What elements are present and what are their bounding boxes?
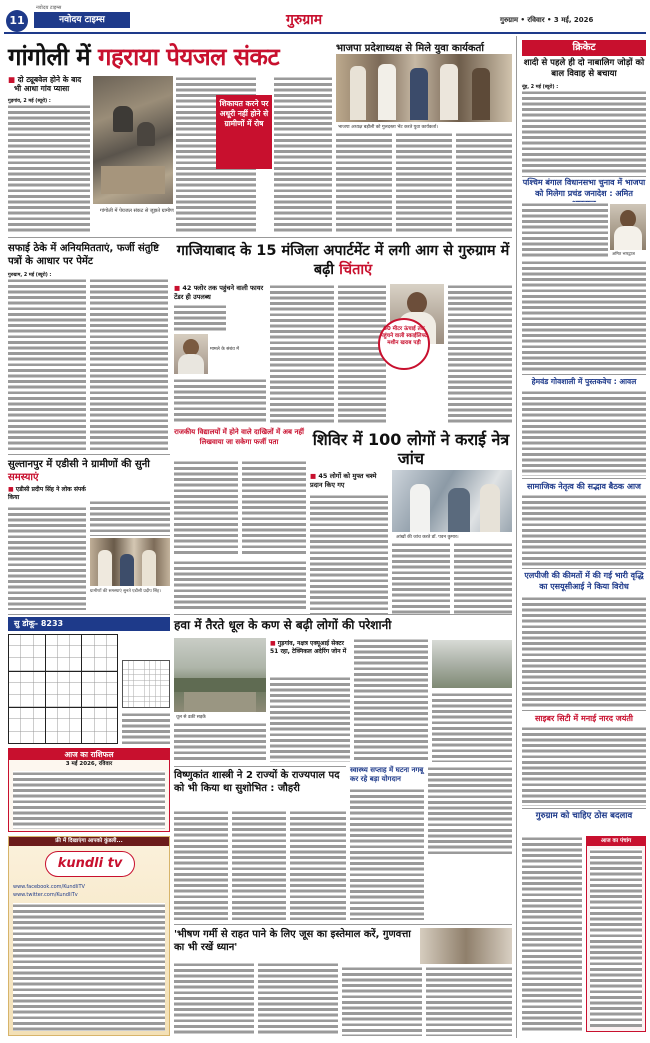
sudoku-grid — [8, 634, 118, 744]
panchayat-body2 — [522, 260, 646, 372]
ghaziabad-headline-black: गाजियाबाद के 15 मंजिला अपार्टमेंट में लगी आग से गुरुग्राम में बढ़ी — [176, 243, 510, 278]
safai-city: गुरुग्राम, 2 मई (ब्यूरो) : — [8, 273, 52, 278]
dust-caption: धूल से ढकी सड़कें — [176, 715, 206, 720]
saiber-body — [522, 726, 646, 806]
vishnukant-col1 — [174, 810, 228, 920]
ghaziabad-caption-1: मामले के संबंध में — [210, 347, 240, 352]
dust-col3 — [354, 638, 428, 762]
society-headline: सामाजिक नेतृत्व की सद्भाव बैठक आज — [527, 482, 641, 491]
eye-camp-col2 — [392, 542, 450, 614]
kundli-link-facebook[interactable]: www.facebook.com/KundliTV — [13, 884, 85, 890]
saiber-headline: साइबर सिटी में मनाई नारद जयंती — [534, 714, 633, 723]
divider-safai — [8, 237, 512, 238]
column-divider — [516, 36, 517, 1038]
dust-col1 — [174, 722, 266, 762]
sudoku-header — [8, 617, 170, 631]
dust-sub: ■ गुड़गांव, नक्षत्र एक्यूआई सेक्टर 51 रहा, टेक्निकल अदेरिंग जोन में — [270, 640, 347, 655]
lead-city: गुड़गांव, 2 मई (ब्यूरो) : — [8, 99, 51, 104]
lead-bullets: ■ दो ट्यूबवेल होने के बाद भी आधा गांव प्यासा — [8, 76, 88, 93]
swachh-col2 — [428, 766, 512, 856]
ghaziabad-col2 — [270, 284, 334, 424]
page-number-badge: 11 — [6, 10, 28, 32]
panchang-title: आज का पंचांग — [587, 837, 645, 846]
sultanpur-sub-text: एडीसी प्रदीप सिंह ने लोक संपर्क किया — [8, 486, 86, 501]
lead-bullet-1: दो ट्यूबवेल होने के बाद — [17, 75, 82, 84]
rashi-box — [8, 748, 170, 832]
dust-sub-text: गुड़गांव, नक्षत्र एक्यूआई सेक्टर 51 रहा, टेक्निकल अदेरिंग जोन में — [270, 640, 347, 655]
dust-col4 — [432, 692, 512, 762]
sultanpur-headline-red: समस्याएं — [8, 472, 39, 483]
eye-camp-caption: आंखों की जांच करते डॉ. पवन कुमार। — [396, 535, 459, 540]
eye-camp-headline: शिविर में 100 लोगों ने कराई नेत्र जांच — [312, 430, 510, 468]
right-divider-6 — [522, 808, 646, 809]
gaya-headline: हेमवंड गोवशाली में पुस्तकवेच : आवल — [531, 377, 637, 386]
paper-name: नवोदय टाइम्स — [34, 12, 130, 28]
divider-vishnukant — [174, 766, 346, 767]
gaya-body — [522, 390, 646, 476]
elvish-headline: एलपीजी की कीमतों में की गई भारी वृद्धि का एसयूसीआई ने किया विरोध — [524, 571, 644, 591]
cricket-body — [522, 90, 646, 174]
lead-photo — [93, 76, 173, 204]
panchang-table — [586, 836, 646, 1032]
divider-quote — [174, 924, 512, 925]
date-line: गुरुग्राम • रविवार • 3 मई, 2026 — [500, 16, 594, 24]
sudoku-instructions — [122, 712, 170, 744]
juice-col1 — [174, 962, 254, 1036]
masthead — [0, 0, 650, 34]
sultanpur-headline-black: सुल्तानपुर में एडीसी ने ग्रामीणों की सुनी — [8, 459, 150, 470]
ghaziabad-sub1-text: 42 फ्लोर तक पहुंचने वाली फायर टेंडर ही उपलब्ध — [174, 284, 264, 301]
lead-headline-red: गहराया पेयजल संकट — [98, 43, 280, 71]
bjp-col1 — [336, 132, 392, 234]
right-divider-4 — [522, 568, 646, 569]
eye-camp-photo — [392, 470, 512, 532]
eye-camp-col1 — [310, 494, 388, 614]
lead-photo-caption: गांगोली में पेयजल संकट से जूझते ग्रामीण — [100, 208, 174, 214]
ghaziabad-col1a — [174, 304, 226, 332]
rashi-title: आज का राशिफल — [9, 749, 169, 760]
lead-quote-box: शिकायत करने पर अधूरी नहीं होने से ग्रामीणों में रोष — [216, 95, 272, 169]
ghaziabad-sub2-body1 — [174, 460, 238, 556]
right-divider-1 — [522, 176, 646, 177]
swachh-headline: स्वास्थ्य सप्ताह में घटना नगबू कर रहे बड़ा योगदान — [350, 766, 424, 783]
juice-col3 — [342, 966, 422, 1036]
bjp-col3 — [456, 132, 512, 234]
bjp-caption: भाजपा अध्यक्ष बड़ौली को गुलदस्ता भेंट करते युवा कार्यकर्ता। — [338, 125, 438, 130]
dust-col2 — [270, 676, 350, 762]
swachh-col — [350, 788, 424, 920]
ghaziabad-col1b — [174, 378, 266, 424]
safai-col2 — [90, 278, 168, 450]
juice-quote: 'भीषण गर्मी से राहत पाने के लिए जूस का इस्तेमाल करें, गुणवत्ता का भी रखें ध्यान' — [174, 929, 411, 953]
dust-headline: हवा में तैरते धूल के कण से बढ़ी लोगों की परेशानी — [174, 618, 392, 632]
lead-headline-black: गांगोली में — [8, 43, 91, 71]
sultanpur-col3 — [174, 560, 306, 610]
cricket-city: नूंह, 2 मई (ब्यूरो) : — [522, 85, 559, 90]
kundli-ad — [8, 836, 170, 1036]
panchayat-headline: पश्चिम बंगाल विधानसभा चुनाव में भाजपा को मिलेगा प्रचंड जनादेश : अमित — [522, 178, 646, 198]
ghaziabad-headline-red: चिंताएं — [339, 262, 373, 278]
bjp-col2 — [396, 132, 452, 234]
divider-dust — [174, 614, 512, 615]
ghaziabad-callout: 60 मीटर ऊंचाई तक पहुंचने वाली स्काईलिफ्ट मशीन खराब पड़ी — [378, 318, 430, 370]
eye-camp-sub: ■ 45 लोगों को मुफ्त चश्मे प्रदान किए गए — [310, 472, 377, 489]
juice-col2 — [258, 962, 338, 1036]
eye-camp-col3 — [454, 542, 512, 614]
dust-photo-2 — [432, 640, 512, 688]
divider-sultanpur — [8, 454, 170, 455]
panchayat-caption: अमित भारद्वाज — [612, 251, 635, 256]
ghaziabad-col3 — [338, 284, 386, 424]
kundli-link-twitter[interactable]: www.twitter.com/KundliTv — [13, 892, 78, 898]
ghaziabad-headline — [174, 242, 512, 280]
sultanpur-col2 — [90, 500, 170, 536]
eye-camp-sub-text: 45 लोगों को मुफ्त चश्मे प्रदान किए गए — [310, 472, 377, 489]
kundli-logo: kundli tv — [45, 851, 135, 877]
society-body — [522, 494, 646, 566]
sultanpur-photo — [90, 538, 170, 586]
lead-col3 — [274, 76, 332, 234]
section-title: गुरुग्राम — [286, 12, 323, 28]
right-divider-5 — [522, 710, 646, 711]
dust-photo — [174, 638, 266, 712]
top-small-label: नवोदय टाइम्स — [36, 5, 62, 11]
juice-photo — [420, 928, 512, 964]
lead-bullet-2: भी आधा गांव प्यासा — [14, 83, 70, 93]
elvish-body — [522, 596, 646, 708]
panchayat-body1 — [522, 202, 608, 258]
ghaziabad-sub2: राजकीय विद्यालयों में होने वाले दाखिलों में अब नहीं लिखवाया जा सकेगा फर्जी पता — [174, 428, 304, 446]
right-divider-3 — [522, 478, 646, 479]
ghaziabad-col4 — [448, 284, 512, 424]
ghaziabad-sub2-body2 — [242, 460, 306, 556]
bjp-headline: भाजपा प्रदेशाध्यक्ष से मिले युवा कार्यकर्ता — [336, 43, 484, 54]
sudoku-number: डोकू- 8233 — [22, 619, 64, 628]
cricket-banner: क्रिकेट — [522, 40, 646, 56]
vishnukant-headline: विष्णुकांत शास्त्री ने 2 राज्यों के राज्यपाल पद को भी किया था सुशोभित : जौहरी — [174, 770, 340, 794]
kundli-ad-tagline: फ्री में दिखाएंगा आपको कुंडली... — [9, 837, 169, 846]
sultanpur-sub: ■ एडीसी प्रदीप सिंह ने लोक संपर्क किया — [8, 486, 86, 501]
right-divider-2 — [522, 374, 646, 375]
ghaziabad-photo-person — [174, 334, 208, 374]
vishnukant-col2 — [232, 810, 286, 920]
rashi-date: 3 मई 2026, रविवार — [65, 761, 113, 767]
safai-col1 — [8, 278, 86, 450]
sultanpur-col1 — [8, 506, 86, 610]
sudoku-title: सु — [14, 619, 20, 628]
safai-headline: सफाई ठेके में अनियमितताएं, फर्जी संतुष्टि पत्रों के आधार पर पेमेंट — [8, 243, 159, 267]
cricket-headline: शादी से पहले ही दो नाबालिग जोड़ों को बाल विवाह से बचाया — [523, 58, 645, 79]
sultanpur-headline — [8, 458, 172, 484]
divider-sudoku — [8, 614, 170, 615]
panchayat-photo — [610, 204, 646, 250]
lead-col1 — [8, 104, 90, 234]
lead-headline — [8, 40, 330, 74]
masthead-divider — [4, 32, 646, 34]
bjp-photo — [336, 54, 512, 122]
juice-col4 — [426, 966, 512, 1036]
ghaziabad-sub1: ■ 42 फ्लोर तक पहुंचने वाली फायर टेंडर ही उपलब्ध — [174, 284, 264, 301]
sultanpur-caption: ग्रामीणों की समस्याएं सुनते एडीसी प्रदीप सिंह। — [90, 589, 161, 594]
dosh-headline: गुरुग्राम को चाहिए ठोस बदलाव — [535, 811, 633, 821]
vishnukant-col3 — [290, 810, 346, 920]
sudoku-answer — [122, 660, 170, 708]
dosh-body — [522, 836, 582, 1032]
